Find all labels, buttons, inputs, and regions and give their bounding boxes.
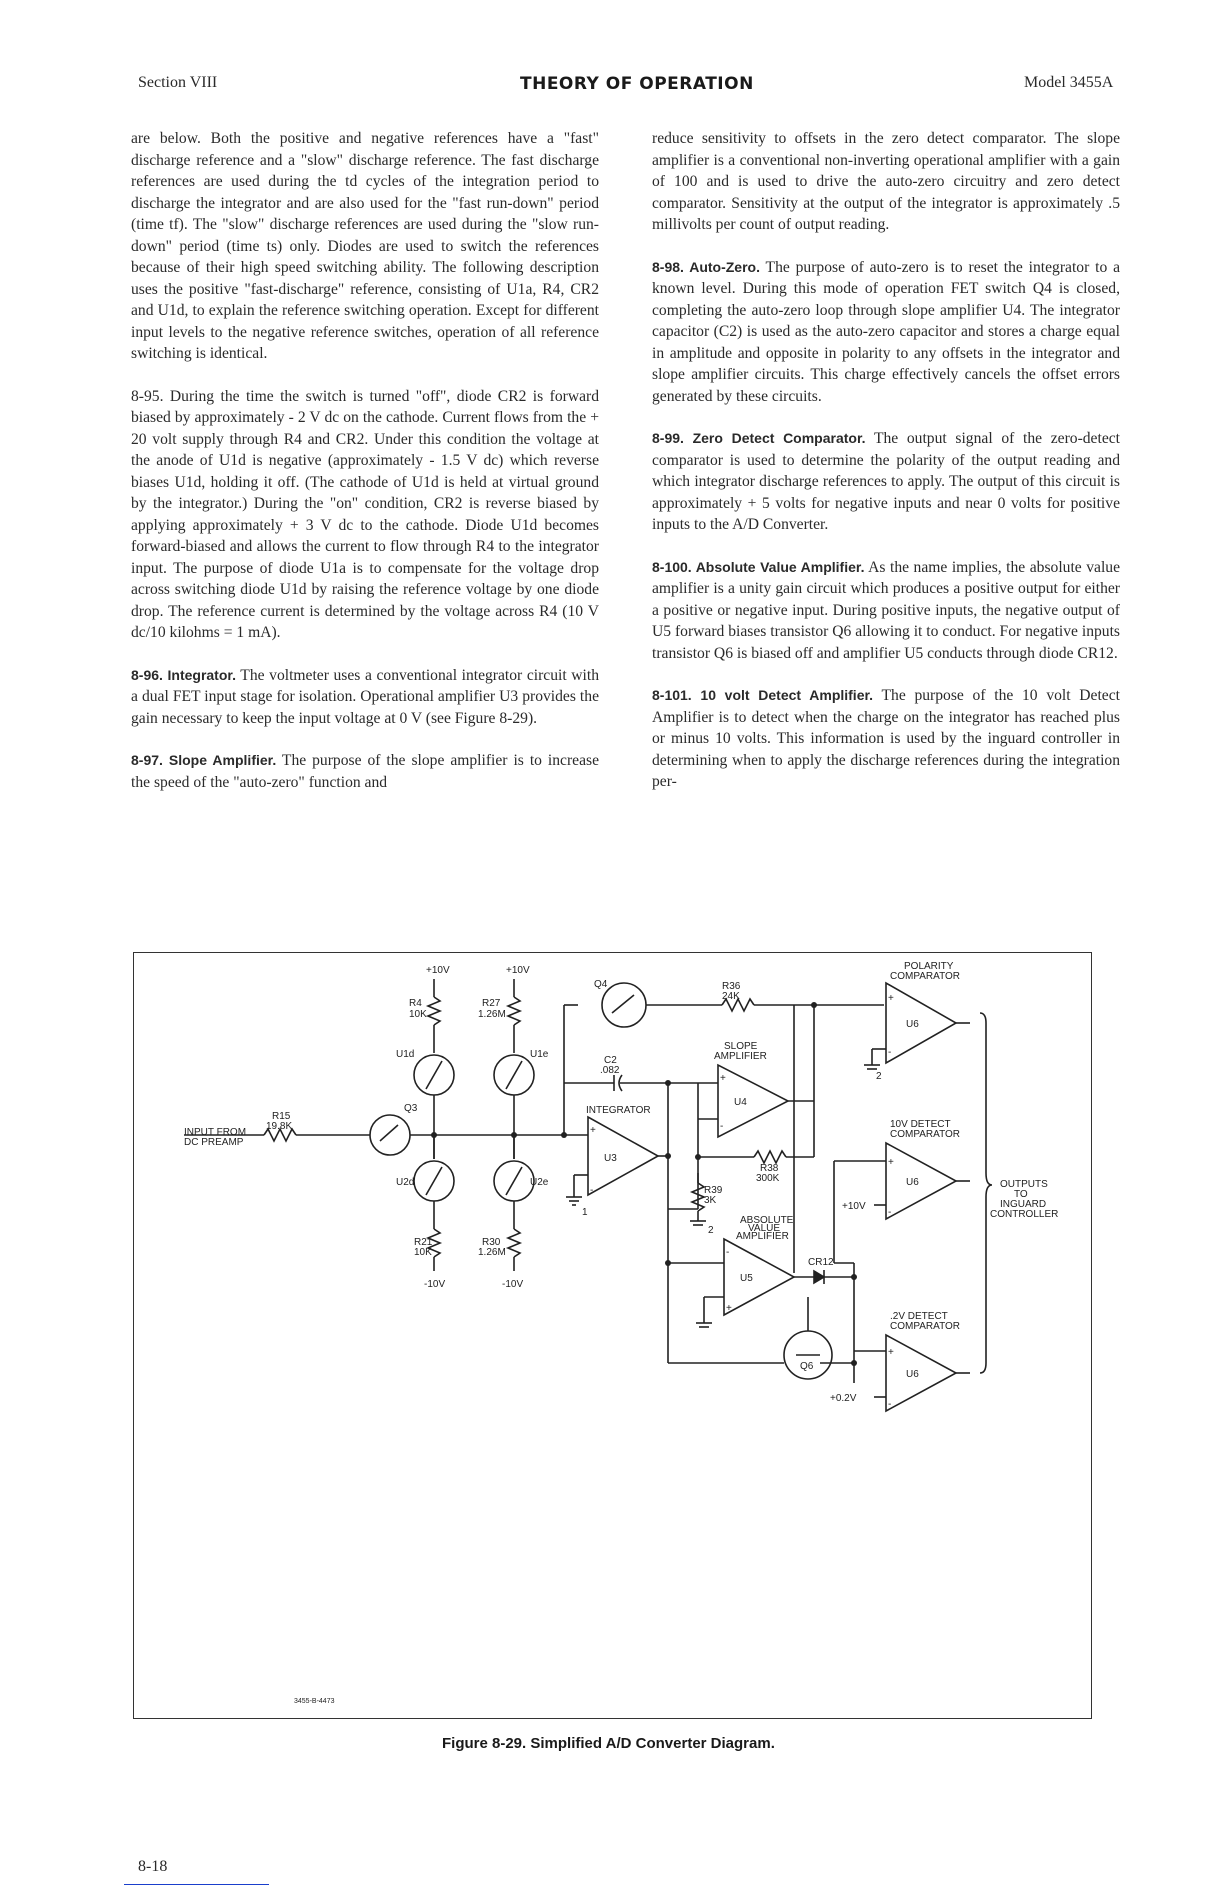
paragraph-text: The voltmeter uses a conventional integrator circuit with a dual FET input stage for isolation. Operational amplifier U3 provides the gain necessary to keep the input voltage at 0 V (see Figure 8-29). xyxy=(131,666,599,727)
paragraph-text: The purpose of auto-zero is to reset the integrator to a known level. During this mode of operation FET switch Q4 is closed, completing the auto-zero loop through slope amplifier U4. The integrator capacitor (C2) is used as the auto-zero capacitor and stores a charge equal in amplitude and opposite in polarity to any offsets in the integrator and slope amplifier circuits. This charge effectively cancels the offset errors generated by these circuits. xyxy=(652,258,1121,405)
label-plus: + xyxy=(888,993,894,1004)
heading-slope-amplifier: 8-97. Slope Amplifier. xyxy=(131,752,277,768)
schematic-labels xyxy=(184,961,1058,1705)
label-drawing-number: 3455-B-4473 xyxy=(294,1698,335,1705)
label-plus: + xyxy=(590,1125,596,1136)
label-r27-value: 1.26M xyxy=(478,1009,506,1020)
schematic-wires xyxy=(184,979,992,1411)
label-outputs: INGUARD xyxy=(1000,1199,1047,1210)
page-number: 8-18 xyxy=(138,1858,168,1875)
paragraph-8-97 xyxy=(131,750,599,793)
paragraph-8-101 xyxy=(652,685,1120,793)
label-absolute: VALUE xyxy=(748,1223,781,1234)
label-r39-value: 3K xyxy=(704,1195,717,1206)
label-plus: + xyxy=(888,1157,894,1168)
label-r4: R4 xyxy=(409,998,422,1009)
heading-10v-detect: 8-101. 10 volt Detect Amplifier. xyxy=(652,687,874,703)
label-r30: R30 xyxy=(482,1237,501,1248)
label-input: DC PREAMP xyxy=(184,1137,244,1148)
label-c2-value: .082 xyxy=(600,1065,620,1076)
paragraph-8-98 xyxy=(652,257,1120,408)
label-polarity: POLARITY xyxy=(904,961,954,972)
heading-zero-detect: 8-99. Zero Detect Comparator. xyxy=(652,430,866,446)
label-u2d: U2d xyxy=(396,1177,415,1188)
label-plus: + xyxy=(726,1303,732,1314)
right-column xyxy=(652,128,1120,814)
label-r30-value: 1.26M xyxy=(478,1247,506,1258)
label-ground-2: 2 xyxy=(708,1225,714,1236)
heading-auto-zero: 8-98. Auto-Zero. xyxy=(652,258,760,275)
label-absolute: ABSOLUTE xyxy=(740,1215,794,1226)
label-plus: + xyxy=(720,1073,726,1084)
label-outputs: OUTPUTS xyxy=(1000,1179,1048,1190)
label-u1d: U1d xyxy=(396,1049,415,1060)
label-outputs: TO xyxy=(1014,1189,1028,1200)
label-r36-value: 24K xyxy=(722,991,740,1002)
label-10v-detect: 10V DETECT xyxy=(890,1119,951,1130)
label-c2: C2 xyxy=(604,1055,617,1066)
paragraph-8-95: 8-95. During the time the switch is turned "off", diode CR2 is forward biased by approximately - 2 V dc on the cathode. Current flows from the + 20 volt supply through R4 and CR2. Under this condition the voltage at the anode of U1d is negative (approximately - 1.5 V dc) which reverse biases U1d, holding it off. (The cathode of U1d is held at virtual ground by the integrator.) During the "on" condition, CR2 is reverse biased by applying approximately + 3 V dc to the cathode. Diode U1d becomes forward-biased and allows the current to flow through R4 to the integrator input. The purpose of diode U1a is to compensate for the voltage drop across switching diode U1d by raising the reference voltage by one diode drop. The reference current is determined by the voltage across R4 (10 V dc/10 kilohms = 1 mA). xyxy=(131,387,599,641)
page-title: THEORY OF OPERATION xyxy=(520,74,754,94)
paragraph-8-99 xyxy=(652,428,1120,536)
label-outputs: CONTROLLER xyxy=(990,1209,1059,1220)
label-plus10v: +10V xyxy=(426,965,450,976)
label-minus: - xyxy=(888,1047,892,1058)
paragraph: are below. Both the positive and negative references have a "fast" discharge reference and a "slow" discharge reference. The fast discharge references are used during the td cycles of the integration period to discharge the integrator and are also used for the "fast run-down" period (time tf). The "slow" discharge references are used during the "slow run-down" period (time ts) only. Diodes are used to switch the references because of their high speed switching ability. The following description uses the positive "fast-discharge" reference, consisting of U1a, R4, CR2 and U1d, to explain the reference switching operation. Except for different input levels to the negative reference switches, operation of all reference switching is identical. xyxy=(131,130,599,362)
label-u6: U6 xyxy=(906,1019,919,1030)
label-plus10v: +10V xyxy=(506,965,530,976)
label-slope: AMPLIFIER xyxy=(714,1051,767,1062)
label-plus10v-ref: +10V xyxy=(842,1201,866,1212)
schematic-figure xyxy=(133,952,1092,1719)
label-minus: - xyxy=(720,1121,724,1132)
label-q6: Q6 xyxy=(800,1361,814,1372)
label-u5: U5 xyxy=(740,1273,753,1284)
label-r4-value: 10K xyxy=(409,1009,427,1020)
label-minus: - xyxy=(888,1399,892,1410)
label-integrator: INTEGRATOR xyxy=(586,1105,651,1116)
paragraph-text: The purpose of the 10 volt Detect Amplifier is to detect when the charge on the integrator has reached plus or minus 10 volts. This information is used by the inguard controller in determining when to apply the discharge references during the integration per- xyxy=(652,687,1120,790)
label-r27: R27 xyxy=(482,998,501,1009)
label-minus10v: -10V xyxy=(424,1279,446,1290)
label-2v-detect: .2V DETECT xyxy=(890,1311,948,1322)
label-u2e: U2e xyxy=(530,1177,549,1188)
label-r38-value: 300K xyxy=(756,1173,780,1184)
left-column xyxy=(131,128,599,814)
label-input: INPUT FROM xyxy=(184,1127,247,1138)
label-minus: - xyxy=(590,1185,594,1196)
heading-absolute-value: 8-100. Absolute Value Amplifier. xyxy=(652,558,865,575)
paragraph-text: The output signal of the zero-detect comparator is used to determine the polarity of the output reading and which integrator discharge references to apply. The output of this circuit is approximately + 5 volts for negative inputs and near 0 volts for positive inputs to the A/D Converter. xyxy=(652,430,1120,533)
label-r15: R15 xyxy=(272,1111,291,1122)
model-label: Model 3455A xyxy=(1024,74,1114,91)
label-minus: - xyxy=(888,1207,892,1218)
figure-caption: Figure 8-29. Simplified A/D Converter Diagram. xyxy=(442,1735,775,1752)
heading-integrator: 8-96. Integrator. xyxy=(131,666,236,683)
label-ground-2: 2 xyxy=(876,1071,882,1082)
label-r39: R39 xyxy=(704,1185,723,1196)
label-cr12: CR12 xyxy=(808,1257,834,1268)
label-u6: U6 xyxy=(906,1369,919,1380)
label-plus: + xyxy=(888,1347,894,1358)
label-u6: U6 xyxy=(906,1177,919,1188)
label-u3: U3 xyxy=(604,1153,617,1164)
ad-converter-schematic xyxy=(134,953,1093,1720)
label-r21-value: 10K xyxy=(414,1247,432,1258)
label-absolute: AMPLIFIER xyxy=(736,1231,789,1242)
paragraph-text: As the name implies, the absolute value amplifier is a unity gain circuit which produces a positive output for either a positive or negative input. During positive inputs, the negative output of U5 forward biases transistor Q6 allowing it to conduct. For negative inputs transistor Q6 is biased off and amplifier U5 conducts through diode CR12. xyxy=(652,558,1121,662)
label-ground-1: 1 xyxy=(582,1207,588,1218)
label-r36: R36 xyxy=(722,981,741,992)
label-u4: U4 xyxy=(734,1097,747,1108)
label-10v-detect: COMPARATOR xyxy=(890,1129,961,1140)
label-r21: R21 xyxy=(414,1237,433,1248)
label-r38: R38 xyxy=(760,1163,779,1174)
label-minus: - xyxy=(726,1247,730,1258)
label-slope: SLOPE xyxy=(724,1041,758,1052)
label-q3: Q3 xyxy=(404,1103,418,1114)
label-plus02v: +0.2V xyxy=(830,1393,857,1404)
paragraph: reduce sensitivity to offsets in the zero detect comparator. The slope amplifier is a conventional non-inverting operational amplifier with a gain of 100 and is used to drive the auto-zero circuitry and zero detect comparator. Sensitivity at the output of the integrator is approximately .5 millivolts per count of output reading. xyxy=(652,130,1120,233)
paragraph-8-100 xyxy=(652,557,1120,665)
label-minus10v: -10V xyxy=(502,1279,524,1290)
paragraph-text: The purpose of the slope amplifier is to increase the speed of the "auto-zero" function and xyxy=(131,752,599,791)
section-label: Section VIII xyxy=(138,74,218,91)
paragraph-8-96 xyxy=(131,665,599,730)
label-u1e: U1e xyxy=(530,1049,549,1060)
label-q4: Q4 xyxy=(594,979,608,990)
label-polarity: COMPARATOR xyxy=(890,971,961,982)
label-r15-value: 19.8K xyxy=(266,1121,293,1132)
label-2v-detect: COMPARATOR xyxy=(890,1321,961,1332)
